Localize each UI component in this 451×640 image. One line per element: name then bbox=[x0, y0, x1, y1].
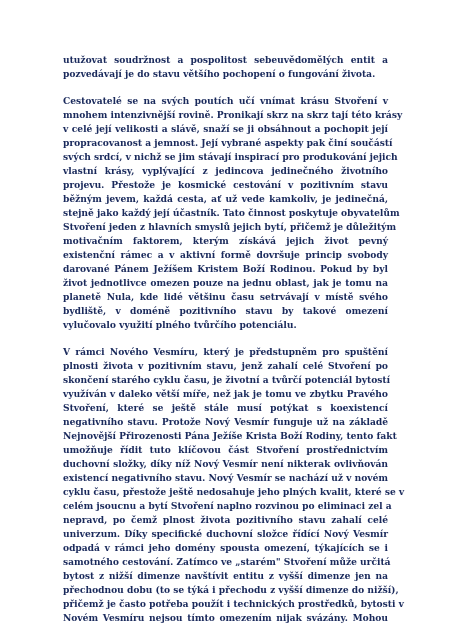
text-line: přechodnou dobu (to se týká i přechodu z vyšší dimenze do nižší), bbox=[63, 585, 399, 596]
text-line: existenční rámec a v aktivní formě dovršuje princip svobody bbox=[63, 250, 388, 261]
text-line: cyklu času, přestože ještě nedosahuje jeho plných kvalit, které se v bbox=[63, 487, 405, 498]
text-line: běžným jevem, každá cesta, ať už vede kamkoliv, je jedinečná, bbox=[63, 194, 388, 205]
text-line: motivačním faktorem, kterým získává jejich život pevný bbox=[63, 236, 388, 247]
text-line: odpadá v rámci jeho doménу spousta omezení, týkajících se i bbox=[63, 543, 388, 554]
text-line: univerzum. Díky specifické duchovní složce řídící Nový Vesmír bbox=[63, 529, 388, 540]
text-line: vlastní krásy, vyplývající z jedincova jedinečného životního bbox=[63, 166, 388, 177]
text-line: Stvoření jeden z hlavních smyslů jejich bytí, přičemž je důležitým bbox=[63, 222, 397, 233]
paragraph bbox=[63, 54, 388, 82]
text-line: bydliště, v doméně pozitivního stavu by takové omezení bbox=[63, 306, 388, 317]
text-line: život jednotlivce omezen pouze na jednu oblast, jak je tomu na bbox=[63, 278, 388, 289]
text-line: utužovat soudržnost a pospolitost sebeuvědomělých entit a bbox=[63, 55, 388, 66]
text-line: stejně jako každý její účastník. Tato činnost poskytuje obyvatelům bbox=[63, 208, 400, 219]
text-line: využíván v daleko větší míře, než jak je tomu ve zbytku Pravého bbox=[63, 389, 388, 400]
text-line: Novém Vesmíru nejsou tímto omezením nijak svázány. Mohou bbox=[63, 613, 388, 624]
text-line: přičemž je často potřeba použít i technických prostředků, bytosti v bbox=[63, 599, 404, 610]
text-line: mnohem intenzivnější rovině. Pronikají skrz na skrz tají této krásy bbox=[63, 110, 403, 121]
text-line: Nejnovější Přirozenosti Pána Ježíše Krista Boží Rodiny, tento fakt bbox=[63, 431, 397, 442]
text-line: V rámci Nového Vesmíru, který je předstupněm pro spuštění bbox=[63, 347, 388, 358]
text-line: duchovní složky, díky níž Nový Vesmír není nikterak ovlivňován bbox=[63, 459, 388, 470]
document-body bbox=[63, 54, 405, 639]
text-line: negativního stavu. Protože Nový Vesmír funguje už na základě bbox=[63, 417, 388, 428]
text-line: nepravd, po čemž plnost života pozitivního stavu zahalí celé bbox=[63, 515, 388, 526]
text-line: projevu. Přestože je kosmické cestování v pozitivním stavu bbox=[63, 180, 388, 191]
text-line: celém jsoucnu a bytí Stvoření naplno rozvinou po eliminaci zel a bbox=[63, 501, 392, 512]
text-line: Stvoření, které se ještě stále musí potýkat s koexistencí bbox=[63, 403, 388, 414]
text-line: planetě Nula, kde lidé většinu času setrvávají v místě svého bbox=[63, 292, 388, 303]
paragraph bbox=[63, 346, 405, 626]
text-line: existencí negativního stavu. Nový Vesmír se nachází už v novém bbox=[63, 473, 388, 484]
text-line: propracovanost a jemnost. Její vybrané aspekty pak činí součástí bbox=[63, 138, 393, 149]
text-line: plnosti života v pozitivním stavu, jenž zahalí celé Stvoření po bbox=[63, 361, 388, 372]
text-line: bytost z nižší dimenze navštívit entitu z vyšší dimenze jen na bbox=[63, 571, 388, 582]
paragraph bbox=[63, 95, 403, 333]
text-line: Cestovatelé se na svých poutích učí vnímat krásu Stvoření v bbox=[63, 96, 388, 107]
text-line: samotného cestování. Zatímco ve „starém" Stvoření může určitá bbox=[63, 557, 391, 568]
text-line: pozvedávají je do stavu většího pochopení o fungování života. bbox=[63, 69, 376, 80]
text-line: v celé její velikosti a slávě, snaží se ji obsáhnout a pochopit její bbox=[63, 124, 388, 135]
text-line: umožňuje řídit tuto klíčovou část Stvoření prostřednictvím bbox=[63, 445, 388, 456]
text-line: vylučovalo využití plného tvůrčího potenciálu. bbox=[63, 320, 297, 331]
text-line: svých srdcí, v nichž se jim stávají inspirací pro produkování jejich bbox=[63, 152, 398, 163]
text-line: darované Pánem Ježíšem Kristem Boží Rodinou. Pokud by byl bbox=[63, 264, 388, 275]
text-line: skončení starého cyklu času, je životní a tvůrčí potenciál bytostí bbox=[63, 375, 391, 386]
